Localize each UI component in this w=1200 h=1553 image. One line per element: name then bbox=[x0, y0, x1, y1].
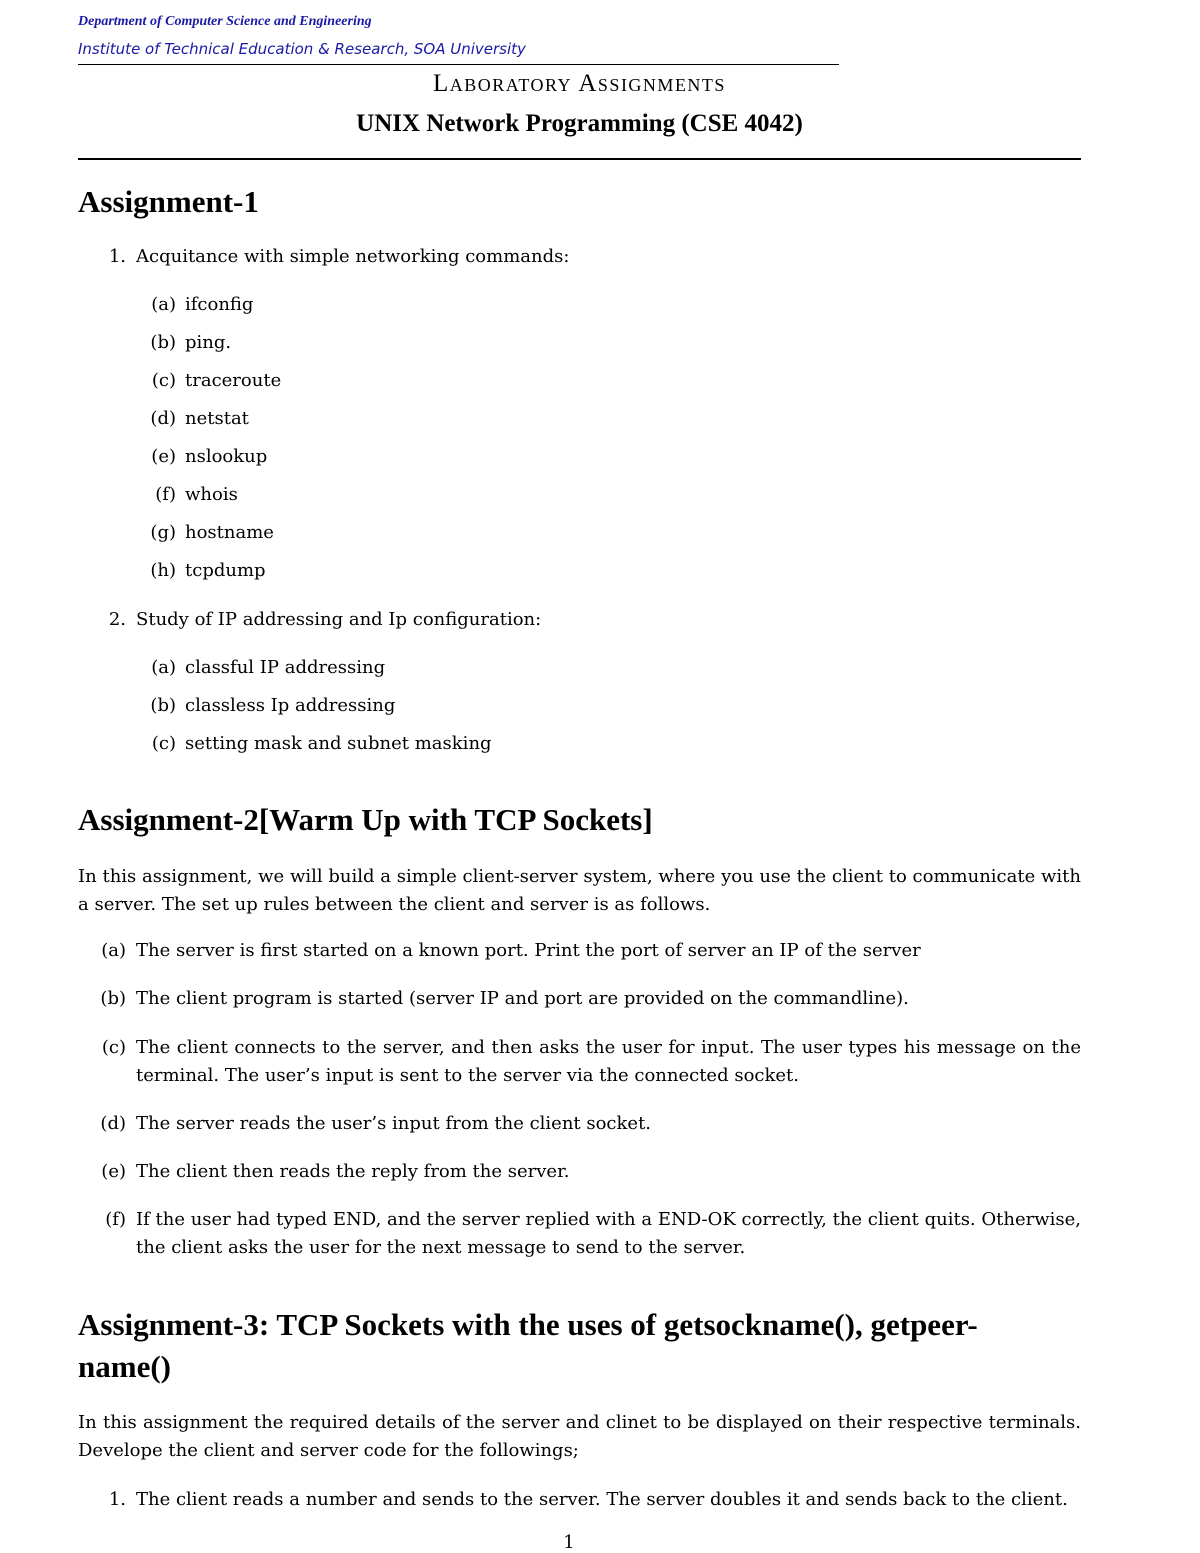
list-item-text: Acquitance with simple networking commands: bbox=[136, 246, 570, 267]
document-subtitle: UNIX Network Programming (CSE 4042) bbox=[356, 110, 803, 137]
task-label: (e) bbox=[101, 1161, 126, 1182]
assignment-3-heading-continued: name() bbox=[78, 1349, 171, 1384]
department-header: Department of Computer Science and Engineering bbox=[78, 14, 372, 29]
list-item-number: 2. bbox=[108, 609, 126, 630]
task-label: (c) bbox=[101, 1037, 126, 1058]
header-divider bbox=[78, 64, 839, 65]
task-label: (a) bbox=[101, 940, 126, 961]
document-title: Laboratory Assignments bbox=[433, 70, 726, 97]
sub-item-label: (a) bbox=[151, 657, 176, 678]
sub-item-text: traceroute bbox=[185, 370, 282, 391]
task-label: (b) bbox=[100, 988, 126, 1009]
institute-header: Institute of Technical Education & Research, SOA University bbox=[78, 40, 526, 58]
sub-item-text: nslookup bbox=[185, 446, 268, 467]
sub-item-text: hostname bbox=[185, 522, 274, 543]
assignment-3-heading: Assignment-3: TCP Sockets with the uses of getsockname(), getpeer- bbox=[78, 1307, 978, 1342]
sub-item-text: whois bbox=[185, 484, 238, 505]
sub-item-label: (e) bbox=[151, 446, 176, 467]
task-text: The server reads the user’s input from the client socket. bbox=[136, 1113, 652, 1134]
task-text: The client connects to the server, and then asks the user for input. The user types his message on the terminal. The user’s input is sent to the server via the connected socket. bbox=[136, 1037, 1081, 1086]
sub-item-text: setting mask and subnet masking bbox=[185, 733, 492, 754]
list-item-number: 1. bbox=[108, 246, 126, 267]
page-number: 1 bbox=[563, 1532, 575, 1553]
document-page bbox=[78, 0, 1081, 1553]
sub-item-label: (d) bbox=[150, 408, 176, 429]
list-item-text: Study of IP addressing and Ip configuration: bbox=[136, 609, 542, 630]
sub-item-label: (a) bbox=[151, 294, 176, 315]
sub-item-text: ping. bbox=[185, 332, 232, 353]
task-text: If the user had typed END, and the server replied with a END-OK correctly, the client quits. Otherwise, the client asks the user for the next message to send to the server. bbox=[136, 1209, 1081, 1258]
sub-item-text: tcpdump bbox=[185, 560, 266, 581]
assignment-2-intro: In this assignment, we will build a simple client-server system, where you use the client to communicate with a server. The set up rules between the client and server is as follows. bbox=[78, 866, 1081, 915]
sub-item-label: (f) bbox=[155, 484, 176, 505]
sub-item-label: (h) bbox=[150, 560, 176, 581]
assignment-1-heading: Assignment-1 bbox=[78, 184, 259, 219]
list-item-text: The client reads a number and sends to the server. The server doubles it and sends back to the client. bbox=[136, 1489, 1068, 1510]
sub-item-label: (b) bbox=[150, 332, 176, 353]
task-text: The client then reads the reply from the server. bbox=[136, 1161, 570, 1182]
task-label: (f) bbox=[105, 1209, 126, 1230]
task-label: (d) bbox=[100, 1113, 126, 1134]
title-divider bbox=[78, 158, 1081, 160]
sub-item-text: classful IP addressing bbox=[185, 657, 386, 678]
assignment-3-intro: In this assignment the required details of the server and clinet to be displayed on their respective terminals. Develope the client and server code for the followings; bbox=[78, 1412, 1081, 1461]
assignment-2-heading: Assignment-2[Warm Up with TCP Sockets] bbox=[78, 802, 653, 837]
sub-item-label: (g) bbox=[150, 522, 176, 543]
sub-item-label: (b) bbox=[150, 695, 176, 716]
sub-item-text: ifconfig bbox=[185, 294, 254, 315]
sub-item-text: classless Ip addressing bbox=[185, 695, 396, 716]
list-item-number: 1. bbox=[108, 1489, 126, 1510]
sub-item-label: (c) bbox=[151, 370, 176, 391]
task-text: The server is first started on a known port. Print the port of server an IP of the server bbox=[136, 940, 921, 961]
sub-item-label: (c) bbox=[151, 733, 176, 754]
sub-item-text: netstat bbox=[185, 408, 249, 429]
task-text: The client program is started (server IP and port are provided on the commandline). bbox=[136, 988, 909, 1009]
